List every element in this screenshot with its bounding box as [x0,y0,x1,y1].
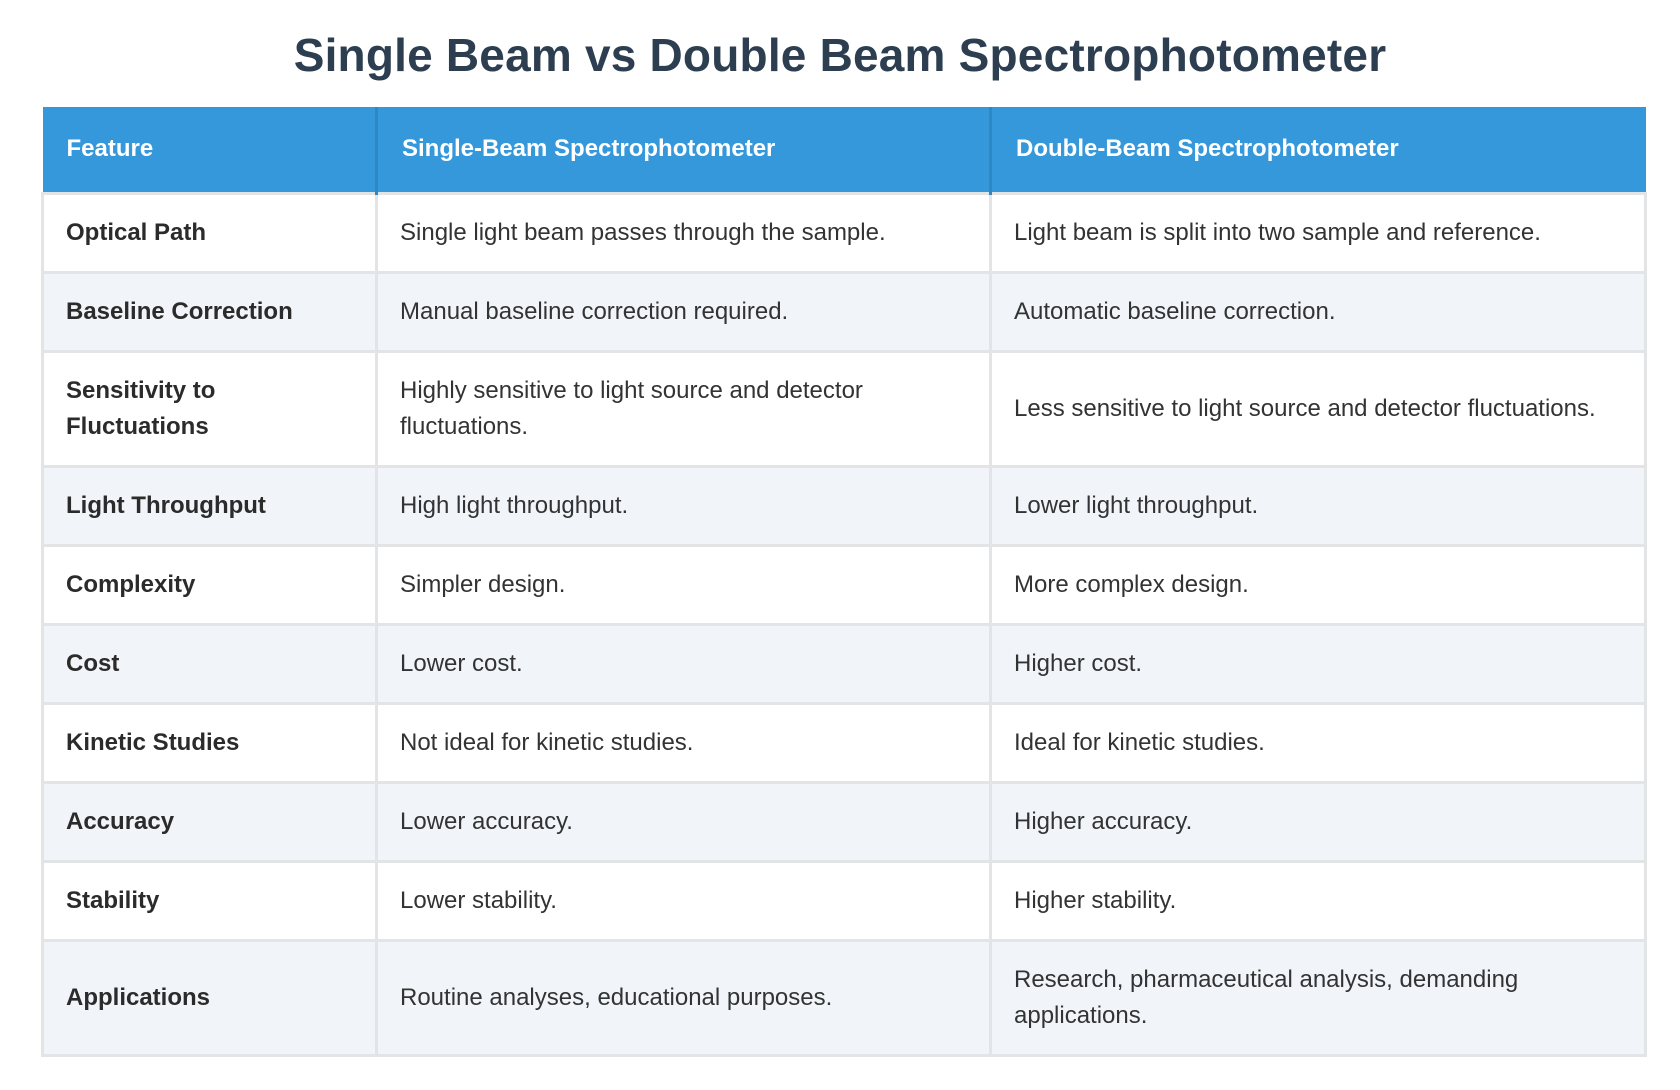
double-beam-cell: Light beam is split into two sample and reference. [991,193,1646,272]
table-row [43,782,1646,861]
table-row [43,545,1646,624]
single-beam-cell: High light throughput. [377,466,991,545]
feature-cell: Complexity [43,545,377,624]
single-beam-cell: Not ideal for kinetic studies. [377,703,991,782]
double-beam-cell: Research, pharmaceutical analysis, demanding applications. [991,940,1646,1055]
table-row [43,624,1646,703]
double-beam-cell: Higher cost. [991,624,1646,703]
table-row [43,193,1646,272]
double-beam-cell: Higher stability. [991,861,1646,940]
double-beam-cell: Lower light throughput. [991,466,1646,545]
header-row [43,107,1646,193]
table-row [43,272,1646,351]
single-beam-cell: Simpler design. [377,545,991,624]
table-body [43,193,1646,1055]
double-beam-cell: Ideal for kinetic studies. [991,703,1646,782]
feature-cell: Cost [43,624,377,703]
single-beam-cell: Single light beam passes through the sample. [377,193,991,272]
header-single-beam: Single-Beam Spectrophotometer [377,107,991,193]
table-row [43,466,1646,545]
feature-cell: Optical Path [43,193,377,272]
feature-cell: Sensitivity to Fluctuations [43,351,377,466]
table-row [43,351,1646,466]
double-beam-cell: Higher accuracy. [991,782,1646,861]
comparison-table [41,107,1647,1057]
header-feature: Feature [43,107,377,193]
double-beam-cell: Less sensitive to light source and detector fluctuations. [991,351,1646,466]
feature-cell: Baseline Correction [43,272,377,351]
single-beam-cell: Lower cost. [377,624,991,703]
double-beam-cell: Automatic baseline correction. [991,272,1646,351]
single-beam-cell: Routine analyses, educational purposes. [377,940,991,1055]
feature-cell: Light Throughput [43,466,377,545]
feature-cell: Kinetic Studies [43,703,377,782]
single-beam-cell: Highly sensitive to light source and detector fluctuations. [377,351,991,466]
page-title: Single Beam vs Double Beam Spectrophotometer [293,29,1387,81]
table-row [43,940,1646,1055]
single-beam-cell: Lower accuracy. [377,782,991,861]
feature-cell: Stability [43,861,377,940]
single-beam-cell: Lower stability. [377,861,991,940]
single-beam-cell: Manual baseline correction required. [377,272,991,351]
table-row [43,703,1646,782]
feature-cell: Applications [43,940,377,1055]
feature-cell: Accuracy [43,782,377,861]
double-beam-cell: More complex design. [991,545,1646,624]
table-header [43,107,1646,193]
header-double-beam: Double-Beam Spectrophotometer [991,107,1646,193]
table-row [43,861,1646,940]
